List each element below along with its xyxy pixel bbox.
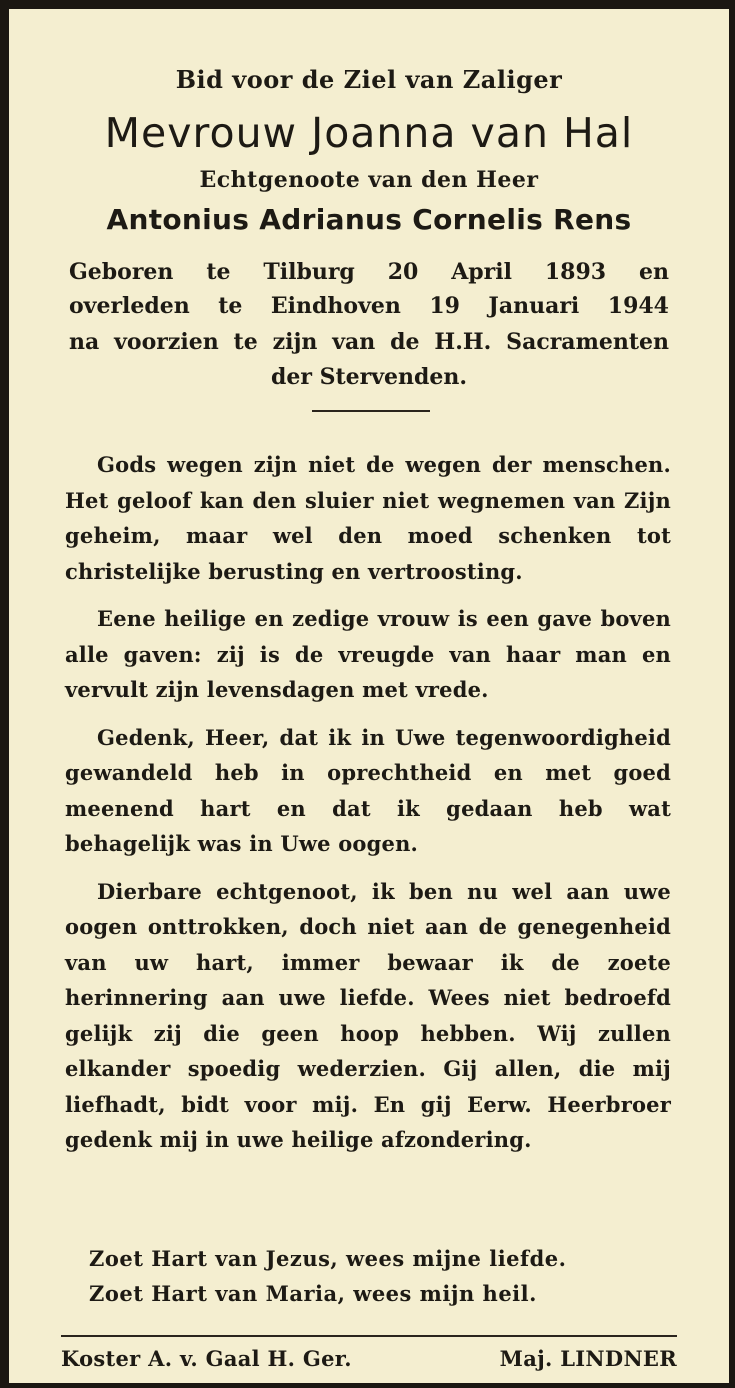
footer-divider	[61, 1335, 677, 1337]
paragraph-gods-wegen: Gods wegen zijn niet de wegen der menschen. Het geloof kan den sluier niet wegnemen van Zijn geheim, maar wel den moed schenken tot christelijke berusting en vertroosting.	[65, 452, 671, 584]
deceased-name: Mevrouw Joanna van Hal	[104, 109, 634, 157]
memorial-text	[65, 447, 671, 1158]
divider	[312, 410, 430, 412]
sacraments-line: na voorzien te zijn van de H.H. Sacramenten	[69, 329, 669, 355]
paragraph-heilige-vrouw: Eene heilige en zedige vrouw is een gave boven alle gaven: zij is de vreugde van haar man en vervult zijn levensdagen met vrede.	[65, 606, 671, 702]
birth-line: Geboren te Tilburg 20 April 1893 en	[69, 259, 669, 285]
sacraments-end-line: der Stervenden.	[270, 364, 468, 390]
prayer-jesus: Zoet Hart van Jezus, wees mijne liefde.	[89, 1246, 567, 1271]
death-line: overleden te Eindhoven 19 Januari 1944	[69, 293, 669, 319]
printer-credit-left: Koster A. v. Gaal H. Ger.	[61, 1346, 352, 1371]
paragraph-dierbare-echtgenoot: Dierbare echtgenoot, ik ben nu wel aan uwe oogen onttrokken, doch niet aan de genegenheid van uw hart, immer bewaar ik de zoete herinnering aan uwe liefde. Wees niet bedroefd gelijk zij die geen hoop hebben. Wij zullen elkander spoedig wederzien. Gij allen, die mij liefhadt, bidt voor mij. En gij Eerw. Heerbroer gedenk mij in uwe heilige afzondering.	[65, 878, 671, 1152]
spouse-intro: Echtgenoote van den Heer	[199, 167, 539, 193]
prayer-maria: Zoet Hart van Maria, wees mijn heil.	[89, 1281, 537, 1306]
printer-credit-right: Maj. LINDNER	[499, 1346, 677, 1371]
paragraph-gedenk-heer: Gedenk, Heer, dat ik in Uwe tegenwoordigheid gewandeld heb in oprechtheid en met goed meenend hart en dat ik gedaan heb wat behagelijk was in Uwe oogen.	[65, 724, 671, 856]
memorial-card	[9, 9, 729, 1383]
prayer-heading: Bid voor de Ziel van Zaliger	[175, 65, 563, 94]
printer-credit	[61, 1346, 677, 1371]
spouse-name: Antonius Adrianus Cornelis Rens	[106, 203, 632, 236]
